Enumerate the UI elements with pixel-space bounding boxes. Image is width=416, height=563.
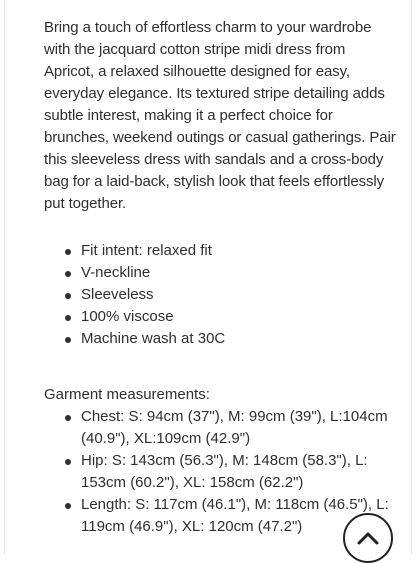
list-item — [44, 306, 396, 328]
list-item — [44, 450, 396, 494]
feature-text: 100% viscose — [81, 308, 174, 325]
measurement-list — [44, 406, 396, 538]
feature-text: Fit intent: relaxed fit — [81, 242, 212, 259]
chevron-up-icon — [356, 530, 380, 546]
left-divider — [4, 0, 5, 555]
bullet-icon — [65, 293, 71, 299]
product-details — [44, 17, 396, 538]
bullet-icon — [65, 249, 71, 255]
feature-text: Sleeveless — [81, 286, 154, 303]
bullet-icon — [65, 503, 71, 509]
product-description: Bring a touch of effortless charm to your wardrobe with the jacquard cotton stripe midi dress from Apricot, a relaxed silhouette designed for easy, everyday elegance. Its textured stripe detailing adds subtle interest, making it a perfect choice for brunches, weekend outings or casual gatherings. Pair this sleeveless dress with sandals and a cross-body bag for a laid-back, stylish look that feels effortlessly put together. — [44, 19, 396, 212]
feature-text: V-neckline — [81, 264, 151, 281]
bullet-icon — [65, 415, 71, 421]
back-to-top-button[interactable] — [343, 513, 393, 563]
right-divider — [411, 0, 412, 555]
measurement-text: Length: S: 117cm (46.1"), M: 118cm (46.5"), L: 119cm (46.9"), XL: 120cm (47.2") — [81, 496, 389, 535]
feature-list — [44, 240, 396, 350]
bullet-icon — [65, 459, 71, 465]
bullet-icon — [65, 315, 71, 321]
bullet-icon — [65, 337, 71, 343]
feature-text: Machine wash at 30C — [81, 330, 226, 347]
list-item — [44, 240, 396, 262]
list-item — [44, 262, 396, 284]
list-item — [44, 328, 396, 350]
measurement-text: Hip: S: 143cm (56.3"), M: 148cm (58.3"), L: 153cm (60.2"), XL: 158cm (62.2") — [81, 452, 368, 491]
bullet-icon — [65, 271, 71, 277]
list-item — [44, 406, 396, 450]
measurement-text: Chest: S: 94cm (37"), M: 99cm (39"), L:104cm (40.9"), XL:109cm (42.9") — [81, 408, 388, 447]
list-item — [44, 284, 396, 306]
measurements-heading: Garment measurements: — [44, 386, 210, 403]
